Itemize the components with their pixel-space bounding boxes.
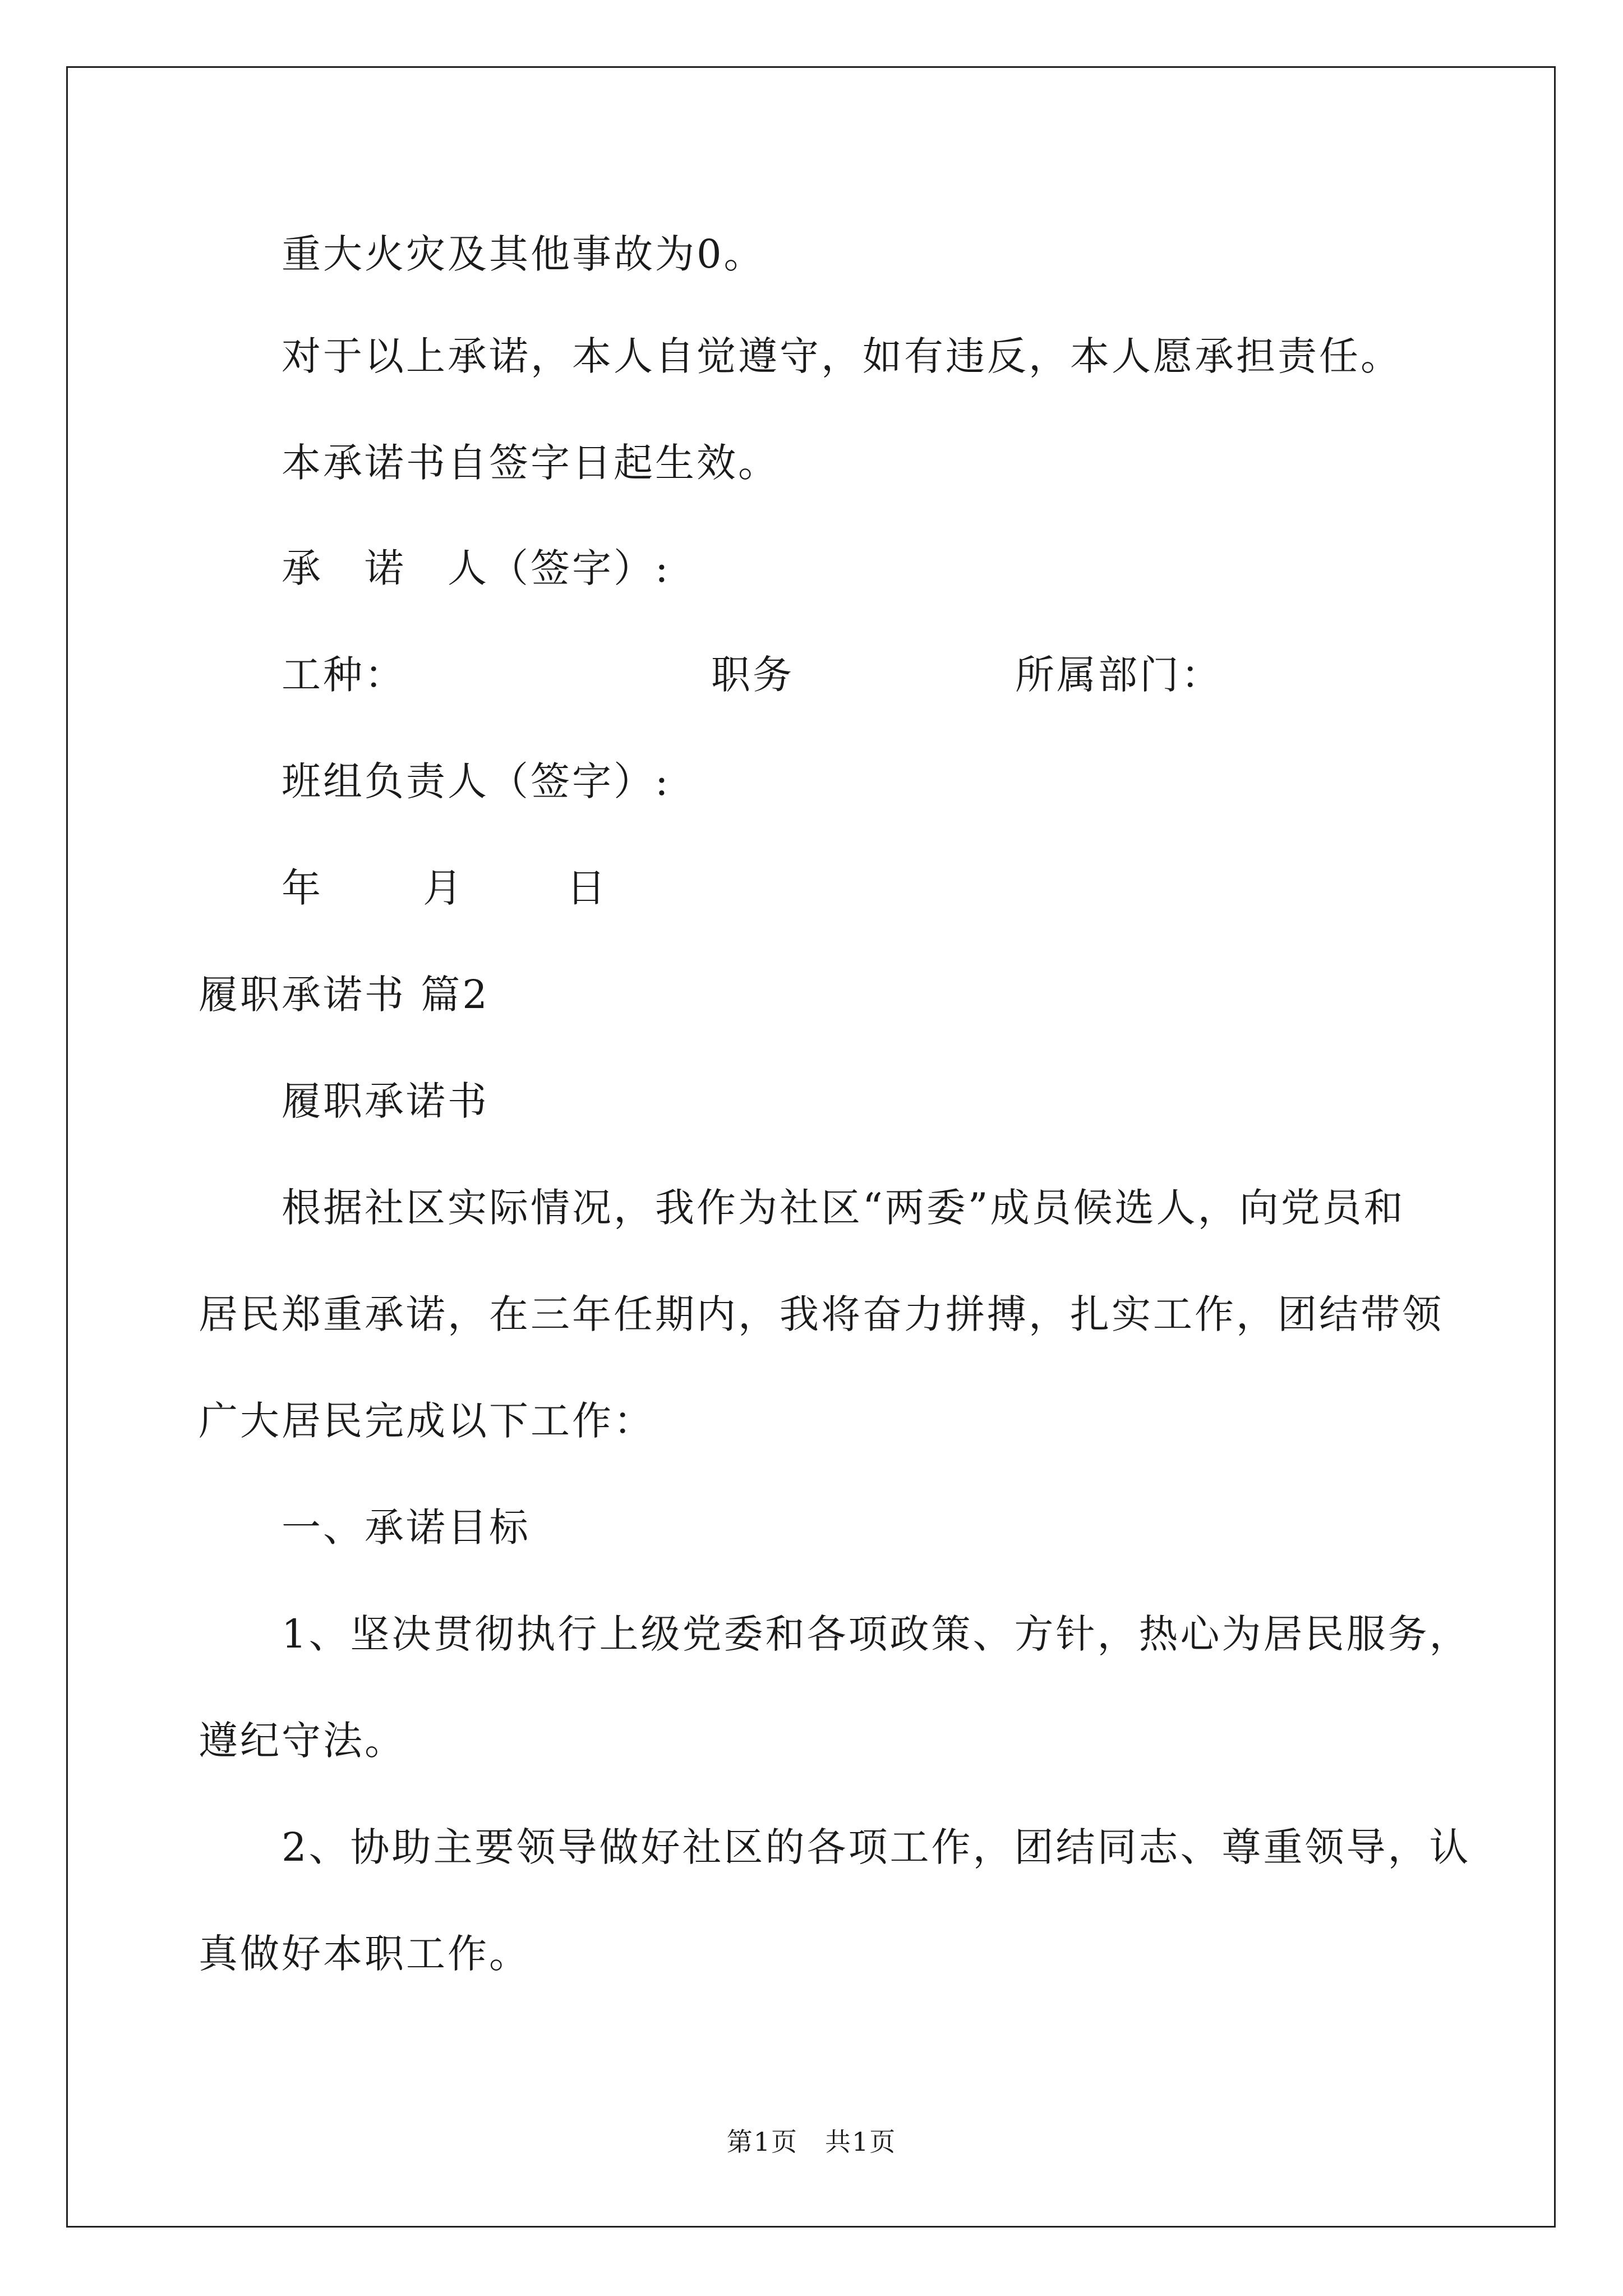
- subheading: 一、承诺目标: [282, 1504, 531, 1550]
- date-day: 日: [566, 865, 608, 911]
- paragraph-line: 广大居民完成以下工作：: [199, 1398, 655, 1444]
- paragraph-line: 本承诺书自签字日起生效。: [282, 440, 780, 486]
- paragraph-line: 居民郑重承诺，在三年任期内，我将奋力拼搏，扎实工作，团结带领: [199, 1291, 1444, 1337]
- paragraph-line: 重大火灾及其他事故为0。: [282, 231, 766, 277]
- field-job-type: 工种：: [282, 652, 406, 698]
- list-item-continuation: 真做好本职工作。: [199, 1931, 531, 1977]
- list-item: 1、坚决贯彻执行上级党委和各项政策、方针，热心为居民服务，: [282, 1611, 1471, 1657]
- section-heading: 履职承诺书 篇2: [199, 972, 490, 1018]
- field-department: 所属部门：: [1015, 652, 1223, 698]
- list-item: 2、协助主要领导做好社区的各项工作，团结同志、尊重领导，认: [282, 1824, 1471, 1870]
- paragraph-line: 对于以上承诺，本人自觉遵守，如有违反，本人愿承担责任。: [282, 333, 1402, 379]
- page-frame: [66, 66, 1556, 2228]
- signature-line-team-leader: 班组负责人（签字）:: [282, 758, 671, 804]
- paragraph-line: 根据社区实际情况，我作为社区“两委”成员候选人，向党员和: [282, 1185, 1405, 1231]
- signature-line-promiser: 承 诺 人（签字）:: [282, 545, 671, 591]
- date-year: 年: [282, 865, 323, 911]
- document-title: 履职承诺书: [282, 1078, 489, 1124]
- list-item-continuation: 遵纪守法。: [199, 1718, 406, 1764]
- page-footer: 第1页 共1页: [726, 2127, 897, 2157]
- field-position: 职务: [711, 652, 794, 698]
- date-month: 月: [423, 865, 464, 911]
